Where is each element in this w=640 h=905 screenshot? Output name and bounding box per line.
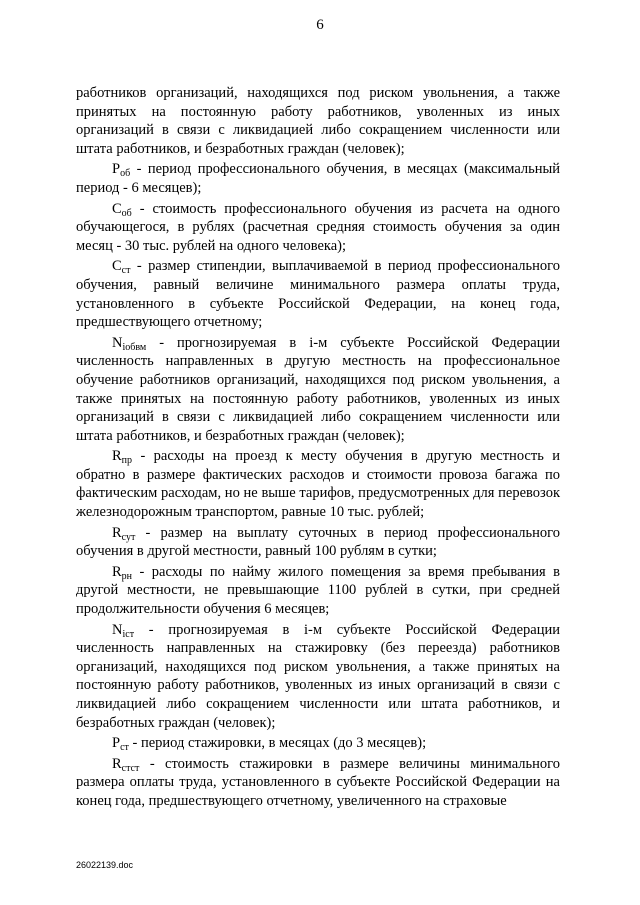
variable-symbol: R [112,448,122,465]
variable-subscript: об [121,207,132,219]
variable-symbol: P [112,735,121,752]
page-number: 6 [316,17,324,33]
variable-symbol: N [112,334,123,351]
definition-n-ist [76,621,560,733]
definition-r-pr [76,447,560,521]
variable-subscript: рн [121,570,133,582]
variable-subscript: об [120,168,131,180]
definition-c-st [76,257,560,331]
variable-symbol: C [112,258,122,275]
definition-text: - период профессионального обучения, в месяцах (максимальный период - 6 месяцев); [76,161,560,196]
variable-subscript: ст [120,742,129,754]
document-filename: 26022139.doc [76,860,134,870]
definition-text: - прогнозируемая в i-м субъекте Российской Федерации численность направленных на стажировку (без переезда) работников организаций, находящихся под риском увольнения, а также принятых на постоянную работу работников, уволенных из иных организаций в связи с ликвидацией либо сокращением численности или штата работников, и безработных граждан (человек); [76,621,560,731]
definition-text: - расходы по найму жилого помещения за время пребывания в другой местности, не превышающие 1100 рублей в сутки, при средней продолжительности обучения 6 месяцев; [76,563,560,618]
variable-subscript: стст [121,762,140,774]
definition-text: - стоимость профессионального обучения из расчета на одного обучающегося, в рублях (расчетная средняя стоимость обучения за один месяц - 30 тыс. рублей на одного человека); [76,200,560,254]
variable-symbol: R [112,755,122,772]
definition-r-rn [76,563,560,619]
definition-text: - период стажировки, в месяцах (до 3 месяцев); [128,735,427,752]
definition-p-st [76,734,560,753]
definition-text: - прогнозируемая в i-м субъекте Российской Федерации численность направленных в другую местность на профессиональное обучение работников организаций, находящихся под риском увольнения, а также принятых на постоянную работу работников, уволенных из иных организаций в связи с ликвидацией либо сокращением численности или штата работников, и безработных граждан (человек); [76,334,560,444]
variable-symbol: R [112,524,122,541]
variable-subscript: пр [121,455,133,467]
variable-subscript: сут [121,531,136,543]
variable-symbol: C [112,200,122,217]
definition-p-ob [76,160,560,197]
definition-r-sut [76,524,560,561]
variable-symbol: R [112,563,122,580]
variable-symbol: P [112,161,121,178]
paragraph-text: работников организаций, находящихся под риском увольнения, а также принятых на постоянную работу работников, уволенных из иных организаций в связи с ликвидацией либо сокращением численности или штата работников, и безработных граждан (человек); [76,85,560,157]
paragraph-continuation [76,84,560,158]
definition-text: - размер на выплату суточных в период профессионального обучения в другой местности, равный 100 рублям в сутки; [76,524,560,560]
variable-symbol: N [112,621,123,638]
variable-subscript: iст [122,628,135,640]
definition-c-ob [76,200,560,256]
variable-subscript: iобвм [122,341,147,353]
definition-r-stst [76,755,560,811]
definition-text: - размер стипендии, выплачиваемой в период профессионального обучения, равный величине минимального размера оплаты труда, установленного в субъекте Российской Федерации, на конец года, предшествующего отчетному; [76,258,560,331]
definition-n-iobvm [76,334,560,446]
definition-text: - стоимость стажировки в размере величины минимального размера оплаты труда, установленного в субъекте Российской Федерации на конец года, предшествующего отчетному, увеличенного на страховые [76,755,560,809]
variable-subscript: ст [121,265,131,277]
definition-text: - расходы на проезд к месту обучения в другую местность и обратно в размере фактических расходов и стоимости провоза багажа по фактическим расходам, но не выше тарифов, предусмотренных для перевозок железнодорожным транспортом, равные 10 тыс. рублей; [76,448,560,521]
document-body [76,84,560,811]
